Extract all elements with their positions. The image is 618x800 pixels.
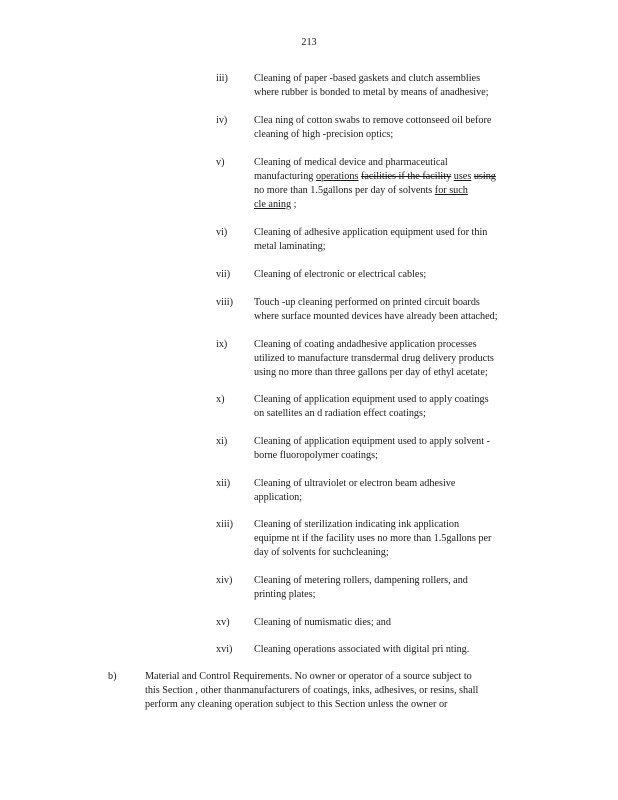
- item-text: [254, 72, 544, 100]
- item-line: using no more than three gallons per day of ethyl acetate;: [254, 367, 488, 378]
- item-number: xiii): [216, 519, 233, 530]
- deleted-text: using: [473, 171, 496, 182]
- item-text: [254, 156, 544, 212]
- text-span: manufacturing: [254, 171, 316, 182]
- item-line: Cleaning of metering rollers, dampening rollers, and: [254, 575, 468, 586]
- item-number: xi): [216, 436, 228, 447]
- inserted-text: cle aning: [254, 199, 292, 210]
- item-line: Cleaning of ultraviolet or electron beam adhesive: [254, 478, 456, 489]
- item-line: day of solvents for suchcleaning;: [254, 547, 389, 558]
- paragraph-line: Material and Control Requirements. No owner or operator of a source subject to: [145, 671, 472, 682]
- paragraph-label: b): [108, 671, 117, 682]
- item-line: metal laminating;: [254, 241, 326, 252]
- text-span: ;: [291, 199, 297, 210]
- item-number: xvi): [216, 644, 233, 655]
- item-text: [254, 338, 544, 380]
- item-line: on satellites an d radiation effect coatings;: [254, 408, 426, 419]
- item-text: [254, 643, 544, 657]
- item-number: xv): [216, 617, 230, 628]
- item-line: printing plates;: [254, 589, 316, 600]
- item-line: cleaning of high -precision optics;: [254, 129, 394, 140]
- item-text: [254, 435, 544, 463]
- item-text: [254, 114, 544, 142]
- item-line: where surface mounted devices have already been attached;: [254, 311, 498, 322]
- item-line: [254, 170, 544, 184]
- item-line: Cleaning of application equipment used to apply solvent -: [254, 436, 490, 447]
- item-line: Cleaning of numismatic dies; and: [254, 617, 391, 628]
- text-span: no more than 1.5gallons per day of solvents: [254, 185, 435, 196]
- item-number: xiv): [216, 575, 233, 586]
- item-number: xii): [216, 478, 231, 489]
- item-line: Clea ning of cotton swabs to remove cottonseed oil before: [254, 115, 492, 126]
- item-text: [254, 268, 544, 282]
- item-line: Cleaning of adhesive application equipment used for thin: [254, 227, 488, 238]
- item-number: iv): [216, 115, 228, 126]
- paragraph-line: perform any cleaning operation subject to this Section unless the owner or: [145, 699, 448, 710]
- item-number: iii): [216, 73, 228, 84]
- item-text: [254, 477, 544, 505]
- inserted-text: uses: [453, 171, 472, 182]
- item-text: [254, 393, 544, 421]
- paragraph-line: this Section , other thanmanufacturers of coatings, inks, adhesives, or resins, shall: [145, 685, 479, 696]
- item-line: Cleaning operations associated with digital pri nting.: [254, 644, 470, 655]
- item-text: [254, 226, 544, 254]
- item-line: Cleaning of coating andadhesive application processes: [254, 339, 477, 350]
- item-line: Cleaning of medical device and pharmaceutical: [254, 157, 448, 168]
- item-number: vii): [216, 269, 231, 280]
- item-number: viii): [216, 297, 233, 308]
- item-line: Cleaning of application equipment used to apply coatings: [254, 394, 489, 405]
- item-line: [254, 184, 544, 198]
- paragraph-text: [145, 670, 545, 712]
- item-text: [254, 574, 544, 602]
- item-line: application;: [254, 492, 303, 503]
- item-text: [254, 296, 544, 324]
- item-number: vi): [216, 227, 228, 238]
- item-line: utilized to manufacture transdermal drug delivery products: [254, 353, 494, 364]
- item-line: Cleaning of sterilization indicating ink application: [254, 519, 460, 530]
- item-line: [254, 198, 544, 212]
- deleted-text: facilities if the facility: [360, 171, 452, 182]
- item-line: equipme nt if the facility uses no more than 1.5gallons per: [254, 533, 492, 544]
- item-line: Touch -up cleaning performed on printed circuit boards: [254, 297, 480, 308]
- item-line: Cleaning of paper -based gaskets and clutch assemblies: [254, 73, 481, 84]
- item-line: borne fluoropolymer coatings;: [254, 450, 378, 461]
- inserted-text: for such: [434, 185, 468, 196]
- item-number: v): [216, 157, 225, 168]
- page-number: 213: [301, 37, 317, 48]
- item-number: ix): [216, 339, 228, 350]
- inserted-text: operations: [315, 171, 359, 182]
- item-text: [254, 616, 544, 630]
- item-text: [254, 518, 544, 560]
- item-line: where rubber is bonded to metal by means of anadhesive;: [254, 87, 489, 98]
- item-number: x): [216, 394, 225, 405]
- item-line: Cleaning of electronic or electrical cables;: [254, 269, 427, 280]
